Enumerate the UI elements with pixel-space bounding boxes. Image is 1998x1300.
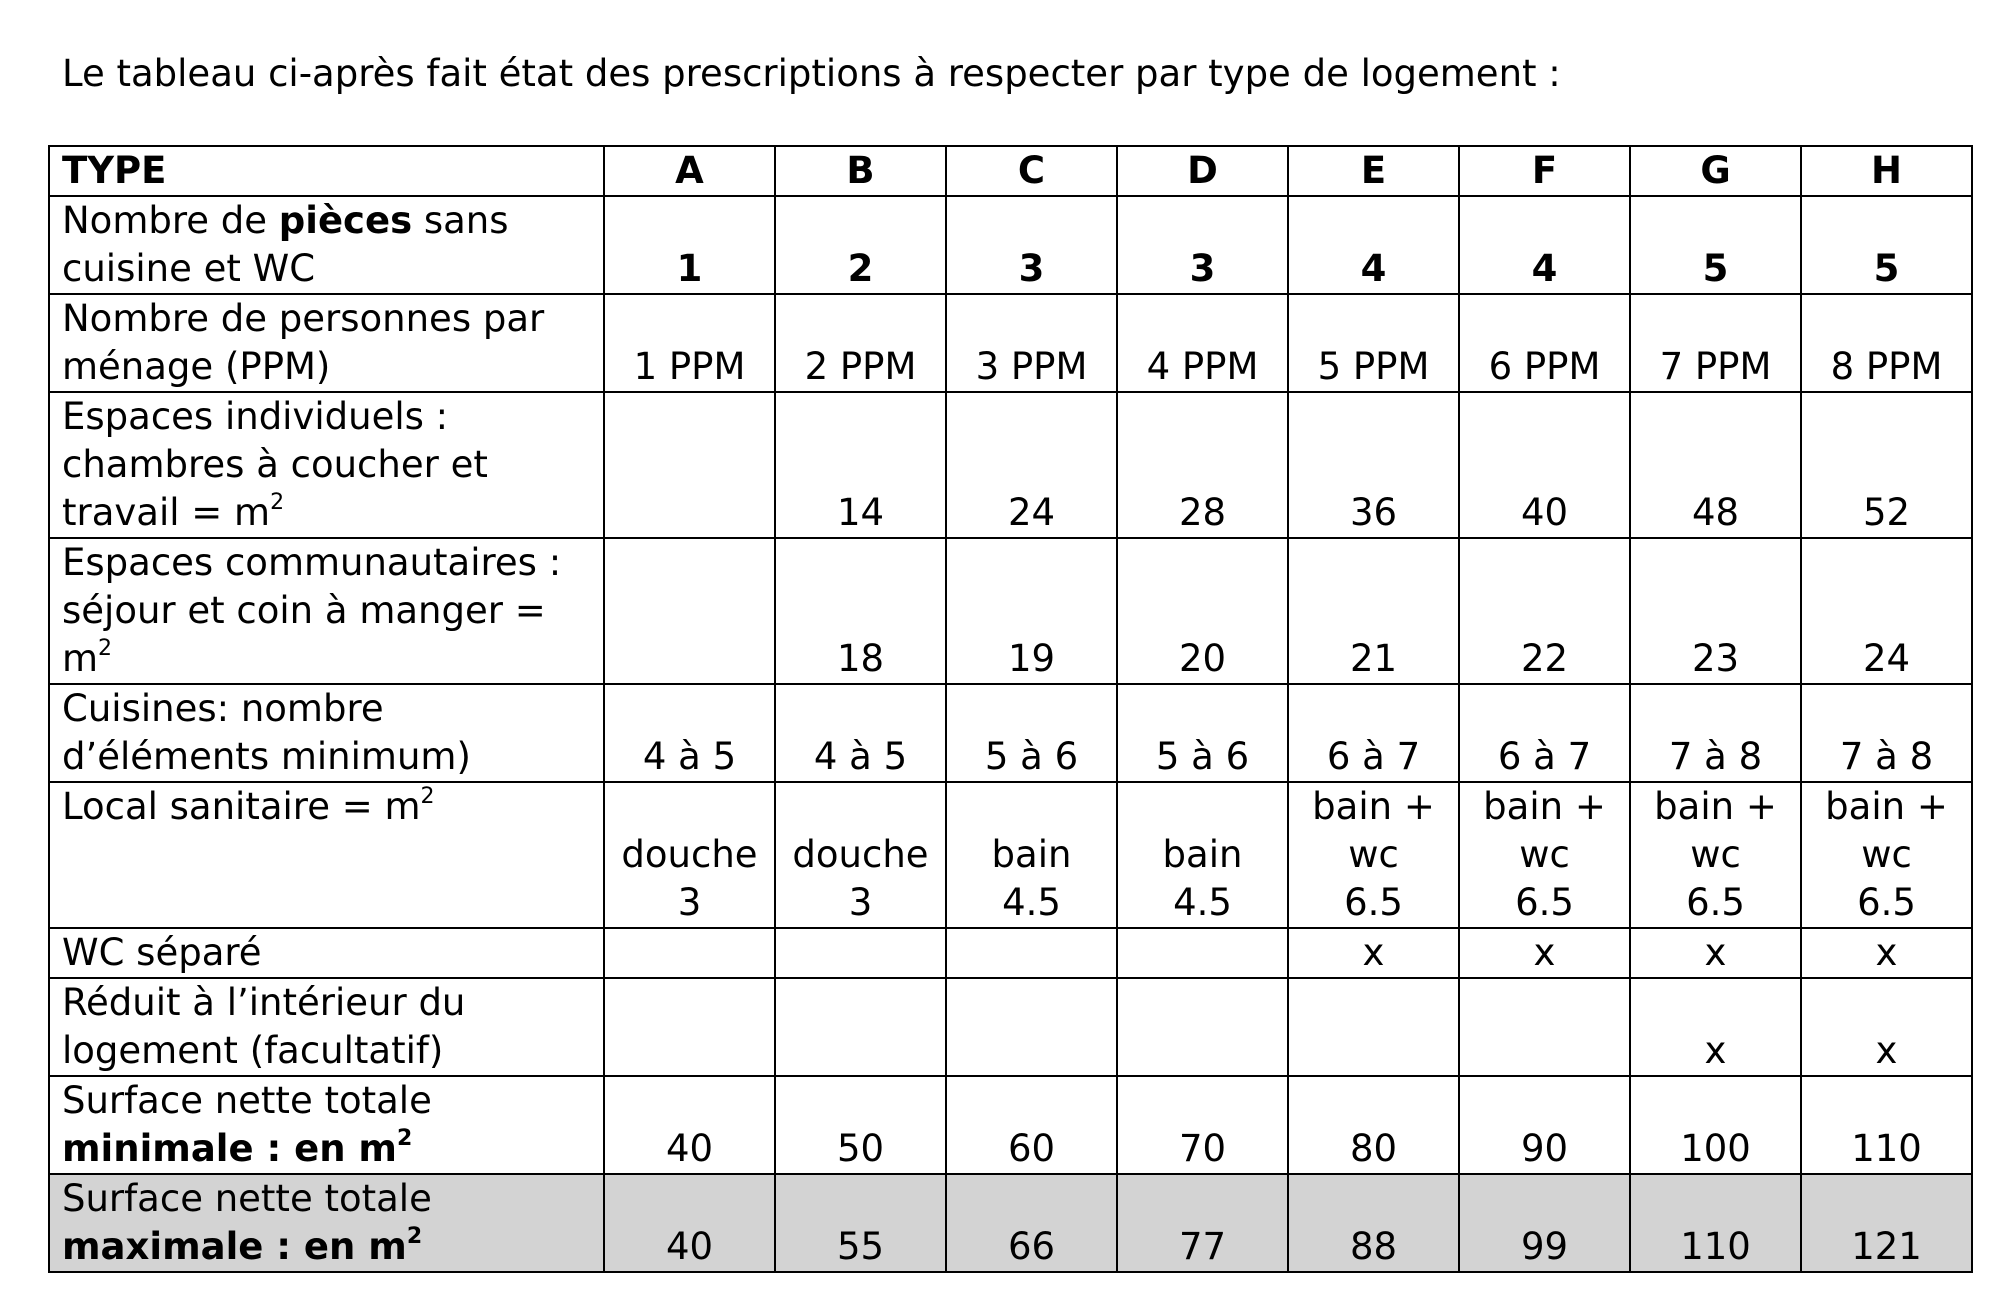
type-h: H (1801, 146, 1972, 196)
row-cuisines (49, 684, 1972, 782)
type-b: B (775, 146, 946, 196)
table-cell: 19 (946, 538, 1117, 684)
table-cell: 1 PPM (604, 294, 775, 392)
table-cell: 5 à 6 (1117, 684, 1288, 782)
table-cell (1288, 978, 1459, 1076)
row-label: Espaces individuels : chambres à coucher et travail = $m^2$ (49, 392, 604, 538)
table-cell: 80 (1288, 1076, 1459, 1174)
table-cell (604, 538, 775, 684)
table-cell: 20 (1117, 538, 1288, 684)
table-cell: x (1630, 978, 1801, 1076)
type-f: F (1459, 146, 1630, 196)
table-cell: 2 PPM (775, 294, 946, 392)
table-cell: 88 (1288, 1174, 1459, 1272)
row-espaces-individuels (49, 392, 1972, 538)
table-cell (1117, 928, 1288, 978)
table-cell: 48 (1630, 392, 1801, 538)
table-cell: 5 PPM (1288, 294, 1459, 392)
table-cell: 1 (604, 196, 775, 294)
type-e: E (1288, 146, 1459, 196)
table-cell: bain + wc 6.5 (1630, 782, 1801, 928)
row-label: Nombre de pièces sans cuisine et WC (49, 196, 604, 294)
table-cell (1117, 978, 1288, 1076)
header-label: TYPE (49, 146, 604, 196)
row-pieces (49, 196, 1972, 294)
row-label: Espaces communautaires : séjour et coin à manger = $m^2$ (49, 538, 604, 684)
type-d: D (1117, 146, 1288, 196)
table-cell: x (1801, 978, 1972, 1076)
table-cell (604, 928, 775, 978)
table-cell: 121 (1801, 1174, 1972, 1272)
table-cell: 90 (1459, 1076, 1630, 1174)
table-cell: 23 (1630, 538, 1801, 684)
table-cell: douche 3 (604, 782, 775, 928)
table-cell: 28 (1117, 392, 1288, 538)
table-cell (946, 928, 1117, 978)
table-cell (775, 928, 946, 978)
table-cell (946, 978, 1117, 1076)
table-cell: 6 à 7 (1459, 684, 1630, 782)
row-label: Surface nette totale maximale : en $m^2$ (49, 1174, 604, 1272)
row-label: Nombre de personnes par ménage (PPM) (49, 294, 604, 392)
row-label: Surface nette totale minimale : en $m^2$ (49, 1076, 604, 1174)
row-espaces-communautaires (49, 538, 1972, 684)
table-cell: bain 4.5 (1117, 782, 1288, 928)
table-cell: 7 à 8 (1801, 684, 1972, 782)
row-wc-separe (49, 928, 1972, 978)
table-cell (604, 978, 775, 1076)
table-cell: 60 (946, 1076, 1117, 1174)
table-cell: x (1801, 928, 1972, 978)
table-cell: 4 à 5 (775, 684, 946, 782)
row-label: Local sanitaire = $m^2$ (49, 782, 604, 928)
row-local-sanitaire (49, 782, 1972, 928)
table-cell: 6 à 7 (1288, 684, 1459, 782)
type-g: G (1630, 146, 1801, 196)
table-cell: 6 PPM (1459, 294, 1630, 392)
table-cell: bain + wc 6.5 (1459, 782, 1630, 928)
row-reduit (49, 978, 1972, 1076)
table-cell: 4 (1459, 196, 1630, 294)
table-cell: 100 (1630, 1076, 1801, 1174)
table-cell: 8 PPM (1801, 294, 1972, 392)
row-label: Cuisines: nombre d’éléments minimum) (49, 684, 604, 782)
table-cell: 77 (1117, 1174, 1288, 1272)
table-cell: 7 à 8 (1630, 684, 1801, 782)
table-cell: 52 (1801, 392, 1972, 538)
table-cell: 40 (604, 1174, 775, 1272)
table-cell: 5 à 6 (946, 684, 1117, 782)
table-cell: 55 (775, 1174, 946, 1272)
table-cell (775, 978, 946, 1076)
table-cell: 2 (775, 196, 946, 294)
prescriptions-table (48, 145, 1973, 1273)
table-cell: 40 (604, 1076, 775, 1174)
table-cell: 110 (1630, 1174, 1801, 1272)
table-cell: 14 (775, 392, 946, 538)
row-personnes (49, 294, 1972, 392)
table-cell: 66 (946, 1174, 1117, 1272)
table-cell: 40 (1459, 392, 1630, 538)
table-cell: 3 (946, 196, 1117, 294)
table-cell: bain + wc 6.5 (1801, 782, 1972, 928)
table-cell: x (1459, 928, 1630, 978)
header-row (49, 146, 1972, 196)
table-cell: 3 PPM (946, 294, 1117, 392)
table-cell: 36 (1288, 392, 1459, 538)
table-cell: x (1288, 928, 1459, 978)
table-cell: 7 PPM (1630, 294, 1801, 392)
table-cell (604, 392, 775, 538)
table-cell (1459, 978, 1630, 1076)
table-cell: 24 (1801, 538, 1972, 684)
table-cell: douche 3 (775, 782, 946, 928)
table-cell: bain 4.5 (946, 782, 1117, 928)
table-cell: 4 (1288, 196, 1459, 294)
table-cell: 21 (1288, 538, 1459, 684)
type-a: A (604, 146, 775, 196)
table-cell: 4 PPM (1117, 294, 1288, 392)
table-cell: 70 (1117, 1076, 1288, 1174)
table-cell: 18 (775, 538, 946, 684)
intro-text: Le tableau ci-après fait état des prescriptions à respecter par type de logement : (62, 52, 1561, 95)
table-cell: 99 (1459, 1174, 1630, 1272)
table-cell: 4 à 5 (604, 684, 775, 782)
table-cell: 110 (1801, 1076, 1972, 1174)
table-cell: x (1630, 928, 1801, 978)
row-surface-maximale (49, 1174, 1972, 1272)
table-cell: 50 (775, 1076, 946, 1174)
row-surface-minimale (49, 1076, 1972, 1174)
table-cell: 22 (1459, 538, 1630, 684)
table-cell: 24 (946, 392, 1117, 538)
row-label: Réduit à l’intérieur du logement (facultatif) (49, 978, 604, 1076)
type-c: C (946, 146, 1117, 196)
table-cell: 5 (1630, 196, 1801, 294)
table-cell: 3 (1117, 196, 1288, 294)
table-cell: 5 (1801, 196, 1972, 294)
table-cell: bain + wc 6.5 (1288, 782, 1459, 928)
row-label: WC séparé (49, 928, 604, 978)
